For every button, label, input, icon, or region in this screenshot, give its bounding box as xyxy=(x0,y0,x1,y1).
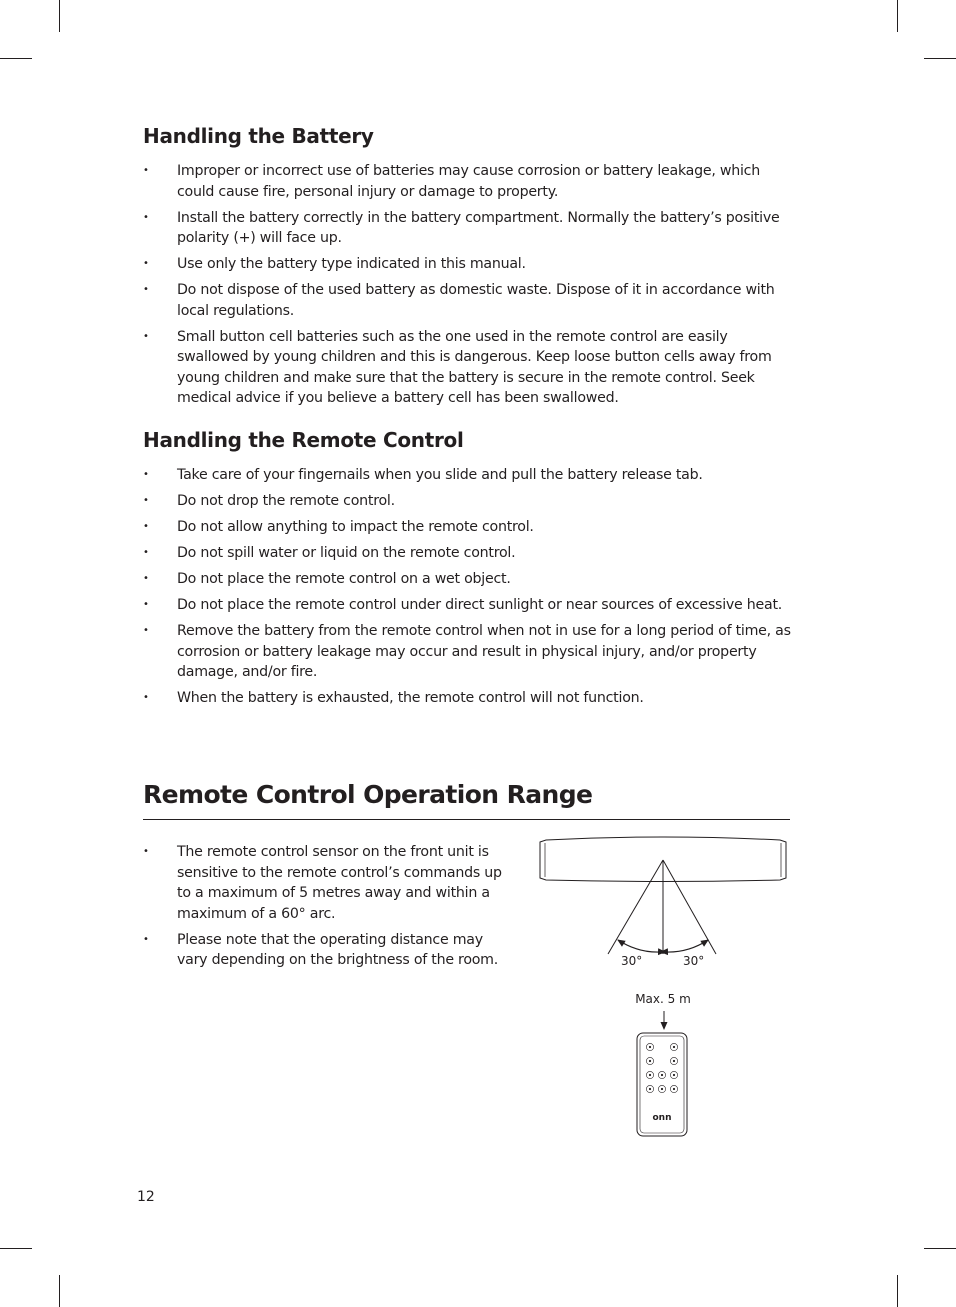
heading-rule xyxy=(143,819,790,820)
crop-mark xyxy=(0,1248,32,1249)
range-heading: Remote Control Operation Range xyxy=(143,780,593,809)
list-item: • Please note that the operating distance may vary depending on the brightness of the room. xyxy=(143,930,513,971)
angle-arc-right xyxy=(665,940,708,952)
list-item: • Small button cell batteries such as the one used in the remote control are easily swallowed by young children and this is dangerous. Keep loose button cells away from young children and make sure that the battery is secure in the remote control. Seek medical advice if you believe a battery cell has been swallowed. xyxy=(143,327,793,409)
list-item: • Do not place the remote control under direct sunlight or near sources of excessive heat. xyxy=(143,595,793,616)
list-item: • The remote control sensor on the front unit is sensitive to the remote control’s commands up to a maximum of 5 metres away and within a maximum of a 60° arc. xyxy=(143,842,513,924)
crop-mark xyxy=(897,0,898,32)
list-item: • Take care of your fingernails when you slide and pull the battery release tab. xyxy=(143,465,793,486)
angle-label-right: 30° xyxy=(683,954,705,968)
list-item: • Improper or incorrect use of batteries may cause corrosion or battery leakage, which could cause fire, personal injury or damage to property. xyxy=(143,161,793,202)
range-bullet-list xyxy=(143,842,513,976)
list-item: • Remove the battery from the remote control when not in use for a long period of time, as corrosion or battery leakage may occur and result in physical injury, and/or property damage, and/or fire. xyxy=(143,621,793,683)
crop-mark xyxy=(924,58,956,59)
list-item: • Install the battery correctly in the battery compartment. Normally the battery’s positive polarity (+) will face up. xyxy=(143,208,793,249)
list-item: • Do not place the remote control on a wet object. xyxy=(143,569,793,590)
remote-control-icon xyxy=(637,1033,687,1136)
crop-mark xyxy=(897,1275,898,1307)
crop-mark xyxy=(59,0,60,32)
list-item: • Do not spill water or liquid on the remote control. xyxy=(143,543,793,564)
remote-heading: Handling the Remote Control xyxy=(143,428,464,452)
operation-range-diagram xyxy=(536,834,796,1139)
distance-label: Max. 5 m xyxy=(635,992,691,1006)
crop-mark xyxy=(59,1275,60,1307)
page-number: 12 xyxy=(137,1189,155,1205)
remote-bullet-list xyxy=(143,465,793,714)
list-item: • Do not dispose of the used battery as domestic waste. Dispose of it in accordance with local regulations. xyxy=(143,280,793,321)
crop-mark xyxy=(924,1248,956,1249)
list-item: • Do not allow anything to impact the remote control. xyxy=(143,517,793,538)
remote-logo: onn xyxy=(652,1113,672,1123)
angle-arc-left xyxy=(618,940,661,952)
crop-mark xyxy=(0,58,32,59)
battery-heading: Handling the Battery xyxy=(143,124,374,148)
list-item: • Use only the battery type indicated in this manual. xyxy=(143,254,793,275)
angle-label-left: 30° xyxy=(621,954,643,968)
list-item: • When the battery is exhausted, the remote control will not function. xyxy=(143,688,793,709)
list-item: • Do not drop the remote control. xyxy=(143,491,793,512)
battery-bullet-list xyxy=(143,161,793,414)
